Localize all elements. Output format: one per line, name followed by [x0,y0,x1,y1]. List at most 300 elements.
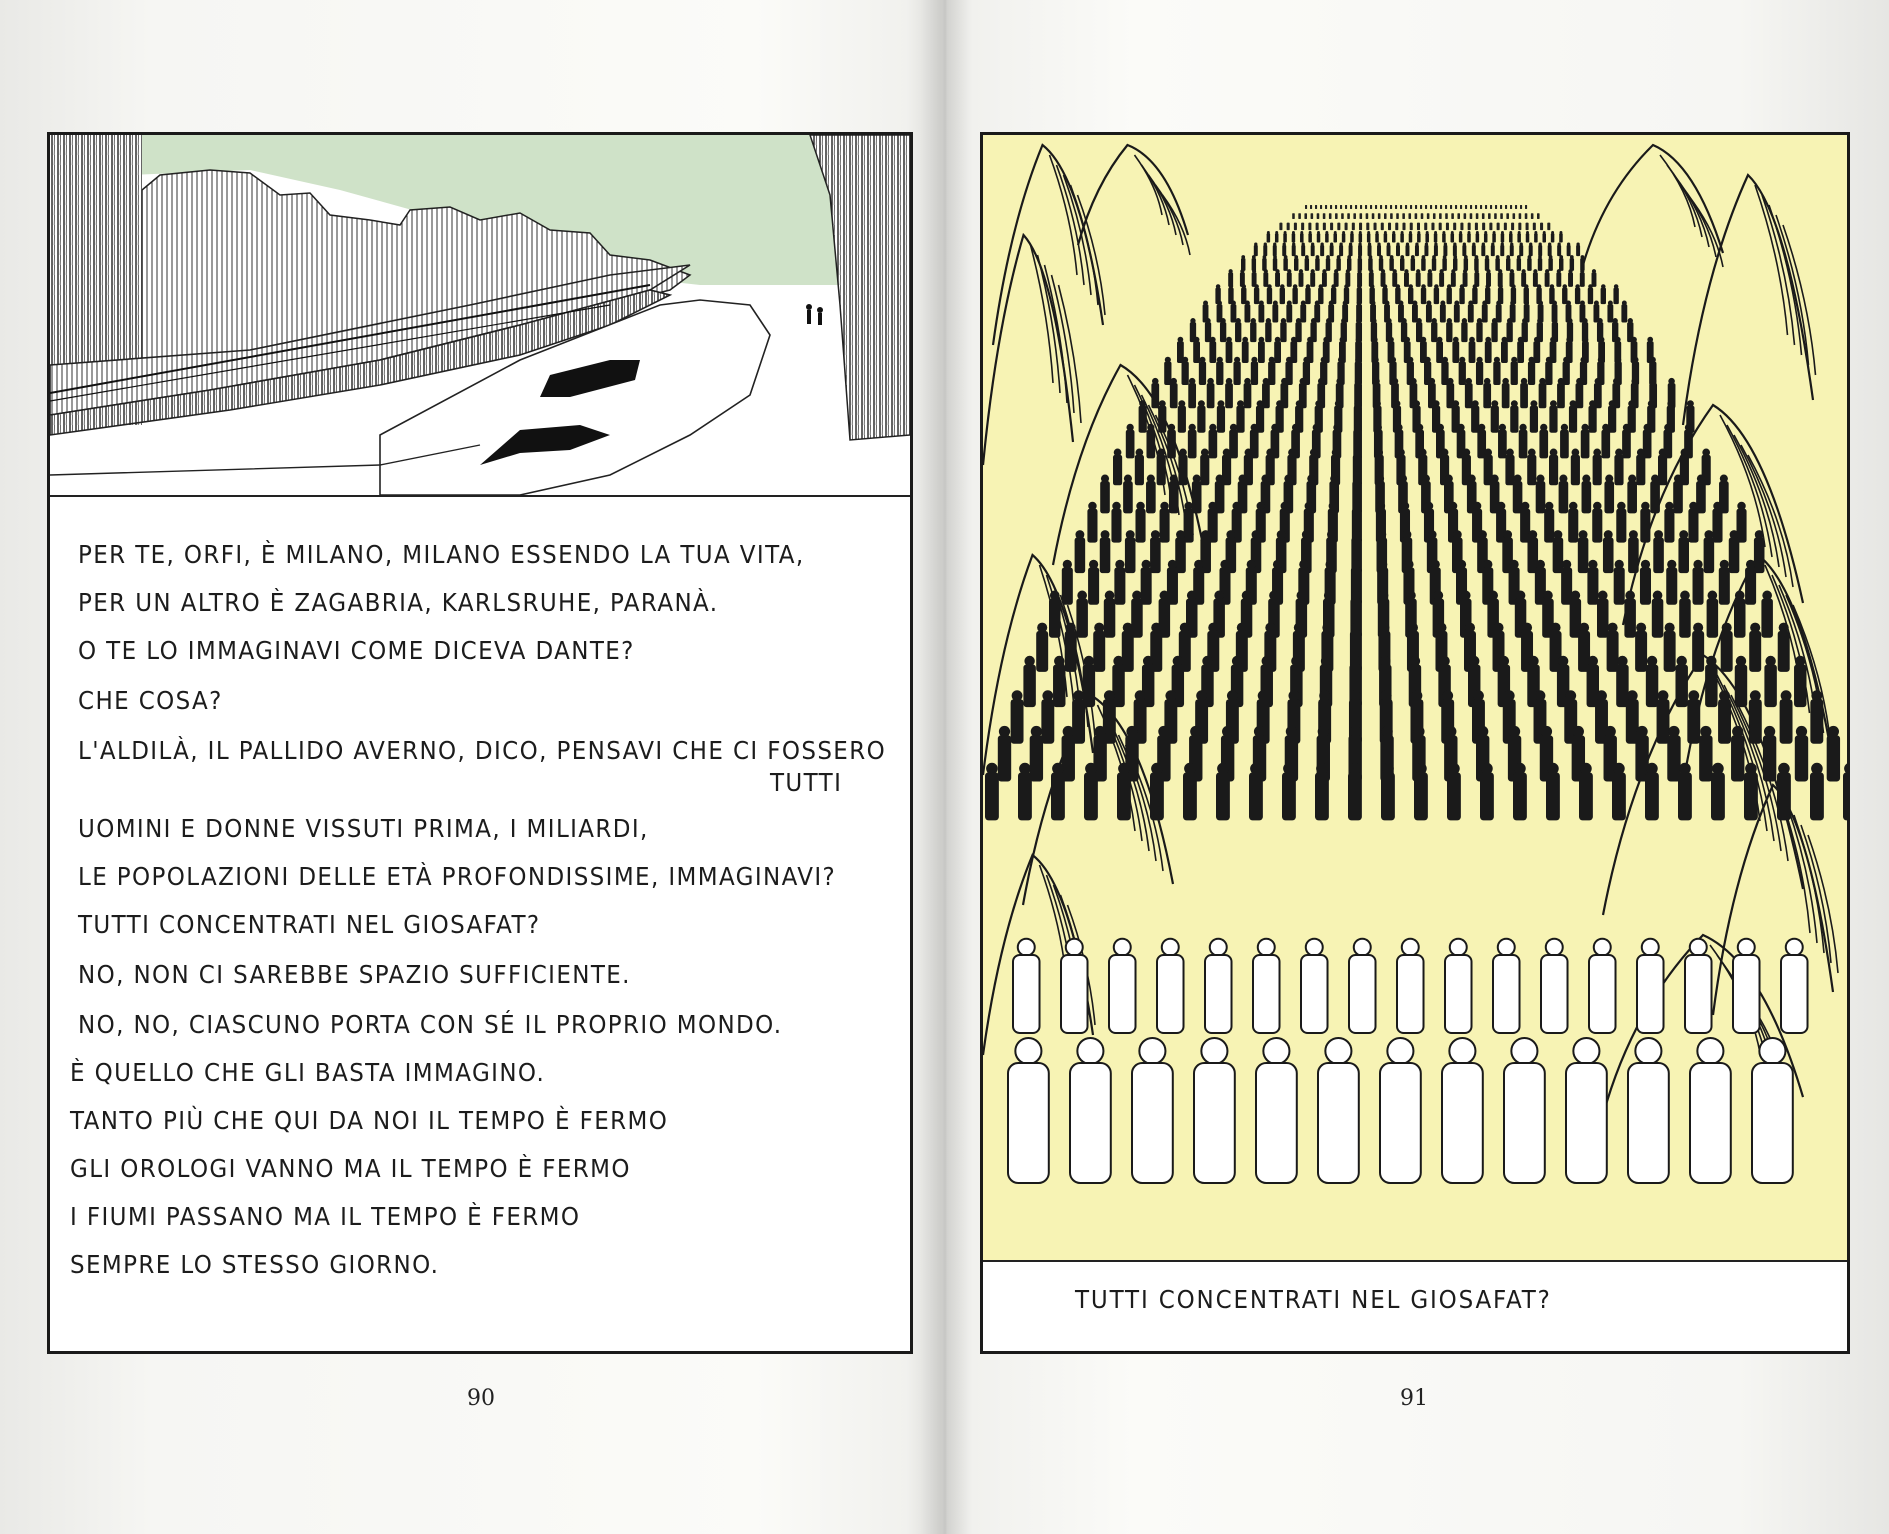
crowd-figure [1492,233,1496,242]
crowd-figure [1365,205,1367,209]
crowd-figure [1635,631,1647,672]
crowd-figure [1217,406,1225,433]
crowd-figure [1424,223,1427,231]
crowd-figure [1646,664,1658,707]
crowd-figure [1781,955,1808,1033]
crowd-figure [1274,341,1281,363]
crowd-figure [1520,509,1530,543]
crowd-figure [1421,213,1424,219]
crowd-figure [1315,205,1317,209]
crowd-figure [1636,455,1645,485]
crowd-figure [1377,245,1381,256]
crowd-figure [1576,383,1584,408]
crowd-figure [1704,537,1715,573]
crowd-figure [1200,455,1209,485]
crowd-figure [1761,599,1773,638]
crowd-figure [1678,772,1692,820]
crowd-figure [1254,245,1258,256]
crowd-figure [1216,772,1230,820]
crowd-figure [1505,455,1514,485]
crowd-figure [1011,699,1024,743]
poem-line: UOMINI E DONNE VISSUTI PRIMA, I MILIARDI, [78,814,649,843]
crowd-figure [1763,735,1776,781]
crowd-figure [1408,288,1413,304]
crowd-figure [1427,272,1432,287]
crowd-figure-head [1018,939,1035,956]
poem-line: TANTO PIÙ CHE QUI DA NOI IL TEMPO È FERMO [70,1106,669,1135]
crowd-figure [1453,258,1457,271]
crowd-figure [1794,664,1806,707]
crowd-figure [1711,772,1725,820]
crowd-figure [1480,772,1494,820]
crowd-figure [1603,537,1614,573]
crowd-figure [1178,455,1187,485]
crowd-figure [1434,233,1438,242]
crowd-figure [1513,481,1523,513]
crowd-figure [1640,567,1651,604]
crowd-figure [1500,205,1502,209]
poem-line: TUTTI [770,768,843,797]
crowd-figure [1520,383,1528,408]
poem-line: L'ALDILÀ, IL PALLIDO AVERNO, DICO, PENSAVI CHE CI FOSSERO [78,736,887,765]
crowd-figure [1592,272,1597,287]
crowd-figure [1604,481,1614,513]
crowd-figure [1100,537,1111,573]
crowd-figure [1250,322,1256,342]
crowd-figure [1731,735,1744,781]
crowd-figure [1538,245,1542,256]
crowd-figure [1531,213,1534,219]
crowd-figure [1560,430,1569,459]
crowd-figure [1367,233,1371,242]
crowd-figure [1459,233,1463,242]
crowd-figure [1593,455,1602,485]
crowd-figure [1305,288,1310,304]
crowd-figure [1451,233,1455,242]
crowd-figure [1548,245,1552,256]
crowd-figure [1051,772,1065,820]
crowd-figure [1158,406,1166,433]
crowd-figure [1616,509,1626,543]
crowd-figure [1151,383,1159,408]
crowd-figure [1298,213,1301,219]
crowd-figure [1690,1063,1731,1183]
crowd-figure [1462,245,1466,256]
crowd-figure [1258,304,1264,322]
crowd-figure [1193,341,1200,363]
crowd-figure [1330,205,1332,209]
crowd-figure [1305,258,1309,271]
crowd-figure [1453,223,1456,231]
crowd-figure-head [1210,939,1227,956]
poem-line: È QUELLO CHE GLI BASTA IMMAGINO. [70,1058,546,1087]
crowd-figure [1410,205,1412,209]
crowd-figure [1530,406,1538,433]
crowd-figure [1305,205,1307,209]
crowd-figure [1430,205,1432,209]
crowd-figure [1049,599,1061,638]
crowd-figure [1685,955,1712,1033]
crowd-figure [1415,245,1419,256]
crowd-figure [1316,223,1319,231]
crowd-figure [1556,272,1561,287]
crowd-figure [1749,631,1761,672]
crowd-figure-head [1690,939,1707,956]
left-comic-panel [47,132,913,1354]
crowd-figure [1795,735,1808,781]
crowd-figure [1544,509,1554,543]
crowd-figure [1735,664,1747,707]
poem-line: PER UN ALTRO È ZAGABRIA, KARLSRUHE, PARANÀ. [78,588,719,617]
crowd-figure-head [1201,1038,1227,1064]
crowd-figure [1489,223,1492,231]
crowd-figure [1408,213,1411,219]
crowd-figure [1315,772,1329,820]
crowd-figure [1330,245,1334,256]
crowd-figure [1526,223,1529,231]
crowd-figure [1657,699,1670,743]
crowd-figure [1396,213,1399,219]
crowd-figure [1754,537,1765,573]
crowd-figure [1454,304,1460,322]
crowd-figure [1283,233,1287,242]
crowd-figure [1652,599,1664,638]
crowd-figure [1395,205,1397,209]
crowd-figure [1104,599,1116,638]
crowd-figure [1263,245,1267,256]
crowd-figure [1348,772,1362,820]
crowd-figure [1559,258,1563,271]
crowd-figure [1244,304,1250,322]
crowd-figure [1182,362,1189,385]
crowd-figure [1539,430,1548,459]
crowd-figure-head [1449,1038,1475,1064]
crowd-figure [1209,430,1218,459]
crowd-figure [1752,1063,1793,1183]
crowd-figure [1500,213,1503,219]
crowd-figure [1061,955,1088,1033]
crowd-figure-head [1354,939,1371,956]
crowd-figure [1488,213,1491,219]
crowd-figure [1384,233,1388,242]
crowd-figure [1109,955,1136,1033]
crowd-figure [1146,430,1155,459]
crowd-figure [1476,233,1480,242]
crowd-figure [1192,481,1202,513]
crowd-figure [1294,258,1298,271]
poem-line: SEMPRE LO STESSO GIORNO. [70,1250,440,1279]
crowd-figure [1536,481,1546,513]
crowd-figure [1445,955,1472,1033]
crowd-figure [1650,481,1660,513]
crowd-figure [1126,430,1135,459]
crowd-figure [1380,1063,1421,1183]
crowd-figure [1545,362,1552,385]
crowd-figure [1622,430,1631,459]
crowd-figure [1385,205,1387,209]
crowd-figure [1607,631,1619,672]
crowd-figure [1322,272,1327,287]
crowd-figure [1519,430,1528,459]
crowd-figure [1272,304,1278,322]
crowd-figure [1400,258,1404,271]
crowd-figure [1461,322,1467,342]
crowd-figure [1251,362,1258,385]
crowd-figure [1494,213,1497,219]
crowd-figure [1452,341,1459,363]
crowd-figure [1387,245,1391,256]
crowd-figure [1561,567,1572,604]
crowd-figure [1780,699,1793,743]
crowd-figure [1601,430,1610,459]
crowd-figure [1241,258,1245,271]
crowd-figure [1226,341,1233,363]
crowd-figure [1199,362,1206,385]
crowd-figure [1778,631,1790,672]
crowd-figure [1372,213,1375,219]
crowd-figure [1113,455,1122,485]
crowd-figure [1495,205,1497,209]
crowd-figure [1292,213,1295,219]
crowd-figure [1169,481,1179,513]
crowd-figure [1459,288,1464,304]
crowd-figure [1498,430,1507,459]
crowd-figure [1471,406,1479,433]
crowd-figure [1745,567,1756,604]
crowd-figure [1335,213,1338,219]
crowd-figure [1340,205,1342,209]
crowd-figure [1292,288,1297,304]
crowd-figure [1084,772,1098,820]
crowd-figure [1533,272,1538,287]
crowd-figure [1517,258,1521,271]
crowd-figure [1425,205,1427,209]
crowd-figure [1518,223,1521,231]
crowd-figure [1440,205,1442,209]
crowd-figure [1292,233,1296,242]
crowd-figure [1308,233,1312,242]
crowd-figure [1249,772,1263,820]
crowd-figure [1380,205,1382,209]
crowd-figure [1411,258,1415,271]
crowd-figure [1301,223,1304,231]
crowd-figure [1300,304,1306,322]
crowd-figure [1484,233,1488,242]
crowd-figure [1469,341,1476,363]
crowd-illustration [983,135,1847,1262]
crowd-figure [1526,233,1530,242]
poem-line: O TE LO IMMAGINAVI COME DICEVA DANTE? [78,636,635,665]
crowd-figure [1368,258,1372,271]
crowd-figure [1475,223,1478,231]
crowd-figure [1253,955,1280,1033]
crowd-figure [1139,406,1147,433]
crowd-figure [1339,245,1343,256]
crowd-figure [1442,258,1446,271]
crowd-figure [1549,455,1558,485]
crowd-figure [1301,245,1305,256]
crowd-figure [1653,537,1664,573]
crowd-figure [1320,205,1322,209]
crowd-figure-head [1642,939,1659,956]
crowd-figure [1692,631,1704,672]
crowd-figure [1705,664,1717,707]
crowd-figure [1459,362,1466,385]
crowd-figure [1810,772,1824,820]
crowd-figure-head [1511,1038,1537,1064]
crowd-figure [1023,664,1035,707]
crowd-figure-head [1498,939,1515,956]
left-page-number: 90 [467,1386,495,1411]
crowd-figure [1693,567,1704,604]
crowd-figure [1229,430,1238,459]
crowd-figure [1509,233,1513,242]
crowd-figure-head [1139,1038,1165,1064]
crowd-figure [1621,304,1627,322]
crowd-figure-head [1594,939,1611,956]
crowd-figure [1688,509,1698,543]
crowd-figure [1601,288,1606,304]
crowd-figure [1400,205,1402,209]
crowd-figure [1381,772,1395,820]
crowd-figure [1345,223,1348,231]
crowd-figure [1547,223,1550,231]
crowd-figure [1513,772,1527,820]
crowd-figure [1209,341,1216,363]
crowd-figure [1587,567,1598,604]
crowd-figure [1184,509,1194,543]
crowd-figure [1666,567,1677,604]
crowd-figure [1468,304,1474,322]
crowd-figure [1215,481,1225,513]
crowd-figure [1525,213,1528,219]
crowd-figure [1439,223,1442,231]
crowd-figure [1379,258,1383,271]
crowd-figure [1114,567,1125,604]
crowd-figure [1244,383,1252,408]
crowd-figure-head [1066,939,1083,956]
crowd-figure [1318,1063,1359,1183]
crowd-figure [1188,383,1196,408]
crowd-figure [1287,272,1292,287]
crowd-drawing [983,135,1847,1260]
crowd-figure [1320,245,1324,256]
crowd-figure [1511,362,1518,385]
crowd-figure [1352,223,1355,231]
panel-caption: TUTTI CONCENTRATI NEL GIOSAFAT? [1075,1285,1552,1314]
crowd-figure [1495,258,1499,271]
crowd-figure [1402,213,1405,219]
crowd-figure [1465,205,1467,209]
crowd-figure [1388,223,1391,231]
crowd-figure [1384,213,1387,219]
crowd-figure [1673,481,1683,513]
crowd-figure [1464,213,1467,219]
crowd-figure-head [1114,939,1131,956]
crowd-figure [1505,205,1507,209]
crowd-figure [1088,567,1099,604]
crowd-figure [1197,406,1205,433]
crowd-figure [1559,481,1569,513]
crowd-figure [1501,233,1505,242]
crowd-figure [1242,341,1249,363]
crowd-figure [1087,509,1097,543]
crowd-figure [1519,213,1522,219]
crowd-figure [1607,304,1613,322]
crowd-figure-head [1546,939,1563,956]
crowd-figure [1349,245,1353,256]
crowd-figure [1283,258,1287,271]
crowd-figure [1510,205,1512,209]
crowd-figure [1123,481,1133,513]
crowd-figure [1460,223,1463,231]
crowd-figure [1764,664,1776,707]
crowd-figure [1707,599,1719,638]
crowd-figure [1425,233,1429,242]
crowd-figure [1445,213,1448,219]
milan-canal-illustration [50,135,910,497]
crowd-figure [1267,288,1272,304]
crowd-figure [1333,233,1337,242]
crowd-figure [1279,223,1282,231]
crowd-figure [1349,955,1376,1033]
crowd-figure [1510,406,1518,433]
crowd-figure [1482,213,1485,219]
crowd-figure [1326,258,1330,271]
crowd-figure [1551,233,1555,242]
crowd-figure [1482,304,1488,322]
crowd-figure [1299,272,1304,287]
crowd-figure [1258,341,1265,363]
crowd-figure [1323,213,1326,219]
crowd-figure-head [1738,939,1755,956]
crowd-figure [1160,509,1170,543]
crowd-figure [1347,258,1351,271]
crowd-figure [1030,735,1043,781]
crowd-figure [1455,205,1457,209]
crowd-figure [1275,233,1279,242]
crowd-figure-head [1258,939,1275,956]
crowd-figure [1416,272,1421,287]
crowd-figure [1658,455,1667,485]
crowd-figure [1470,213,1473,219]
crowd-figure [1368,245,1372,256]
crowd-figure [1390,213,1393,219]
crowd-figure [1405,205,1407,209]
poem-line: CHE COSA? [78,686,223,715]
crowd-figure [1075,537,1086,573]
crowd-figure [1559,233,1563,242]
crowd-figure [1534,233,1538,242]
crowd-figure [1542,233,1546,242]
crowd-figure [1520,205,1522,209]
crowd-figure [1470,205,1472,209]
crowd-figure [1592,509,1602,543]
crowd-figure [1325,233,1329,242]
crowd-figure [1440,304,1446,322]
crowd-figure [1358,245,1362,256]
crowd-figure [1571,455,1580,485]
crowd-figure [1447,772,1461,820]
crowd-figure [1252,258,1256,271]
crowd-figure [1457,213,1460,219]
crowd-figure [1125,537,1136,573]
crowd-figure [1216,362,1223,385]
crowd-figure [1485,205,1487,209]
crowd-figure [1335,205,1337,209]
crowd-figure [1337,223,1340,231]
crowd-figure [1178,406,1186,433]
